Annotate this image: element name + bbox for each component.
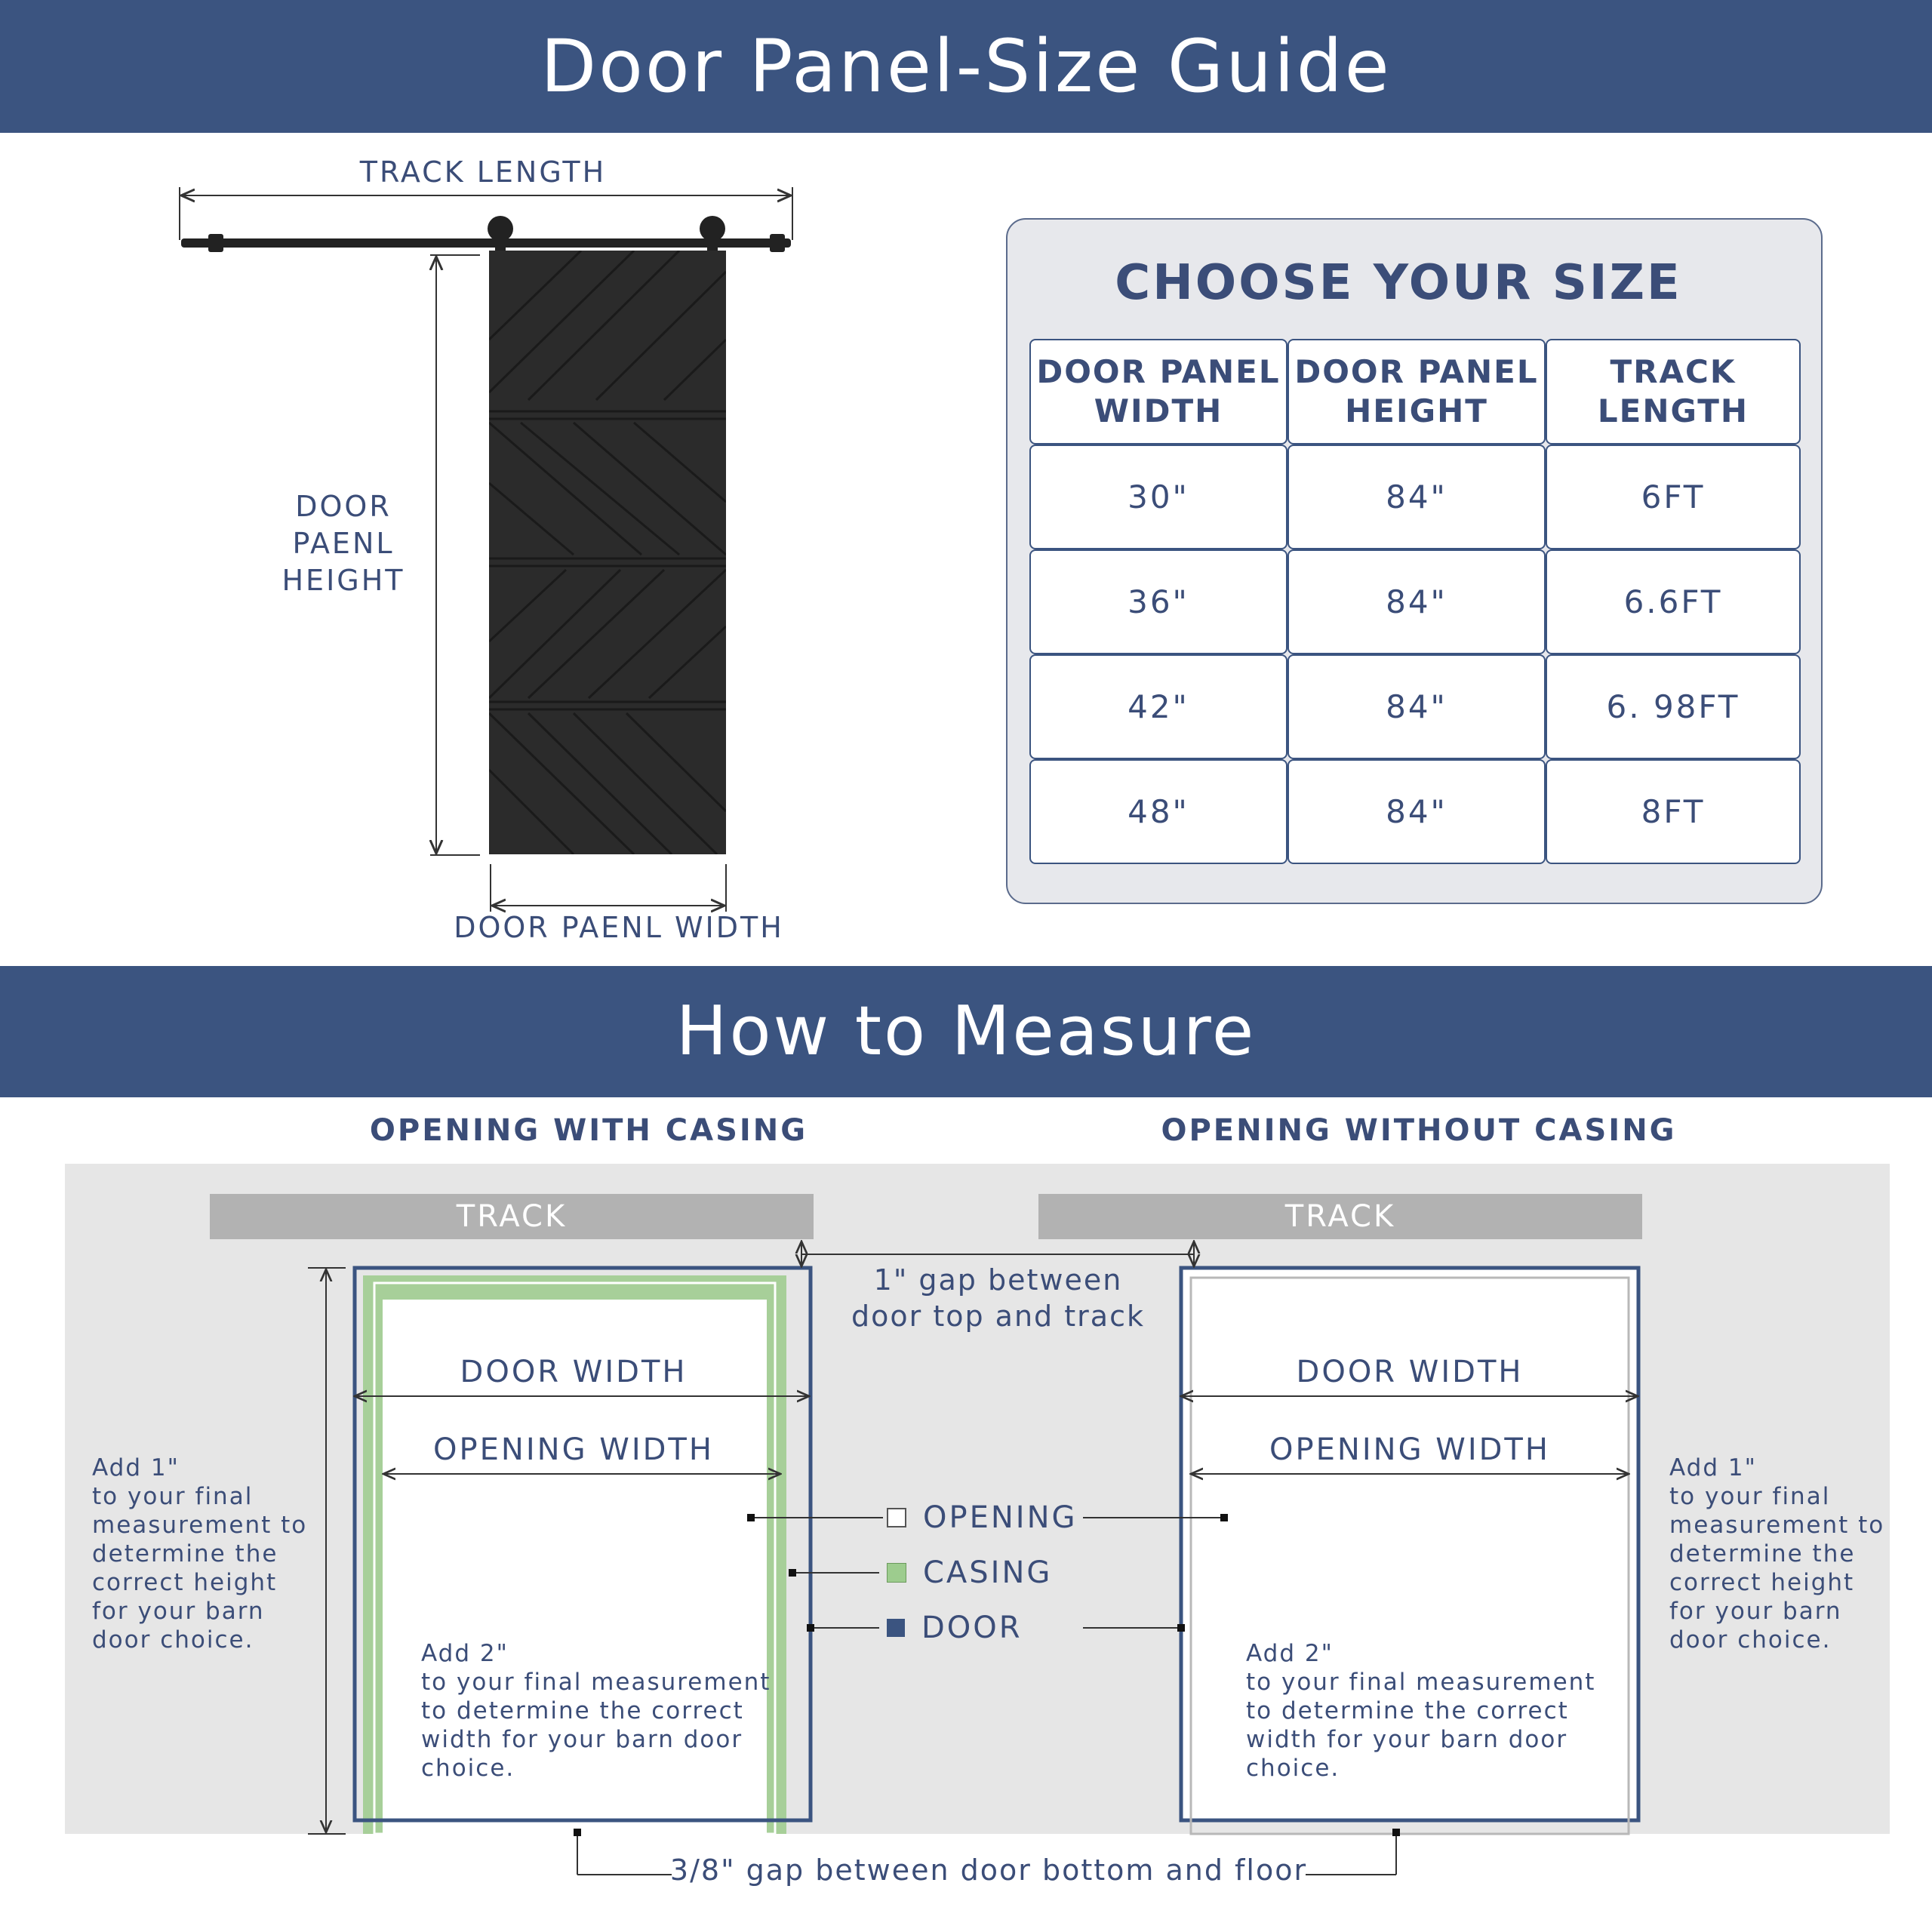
table-cell: 6FT [1546,445,1801,549]
door-diagram [0,133,906,963]
legend-item-opening [887,1498,1078,1537]
track-bar-left: TRACK [210,1194,814,1239]
door-width-label: DOOR PAENL WIDTH [454,911,784,944]
table-cell: 8FT [1546,759,1801,864]
table-cell: 84" [1287,549,1546,654]
opening-swatch [887,1508,906,1527]
track-rail [181,238,791,248]
table-cell: 42" [1029,654,1287,759]
door-width-label-left: DOOR WIDTH [460,1355,688,1389]
casing-swatch [887,1563,906,1583]
table-cell: 48" [1029,759,1287,864]
door-panel [489,251,726,854]
table-cell: 6. 98FT [1546,654,1801,759]
table-cell: 30" [1029,445,1287,549]
table-cell: 84" [1287,445,1546,549]
door-height-label: DOOR PAENL HEIGHT [281,490,405,597]
gap-top-note: 1" gap between door top and track [851,1263,1145,1333]
height-note-right: Add 1" to your final measurement to determine the correct height for your barn door choice. [1669,1454,1885,1654]
legend [887,1498,1098,1649]
without-casing-title: OPENING WITHOUT CASING [1161,1113,1677,1148]
opening-width-label-left: OPENING WIDTH [433,1432,714,1467]
track-bar-right: TRACK [1038,1194,1642,1239]
height-note-left: Add 1" to your final measurement to determine the correct height for your barn door choice. [92,1454,308,1654]
measure-title: How to Measure [675,992,1257,1071]
table-cell: 36" [1029,549,1287,654]
size-table-title: CHOOSE YOUR SIZE [1115,255,1682,311]
door-width-label-right: DOOR WIDTH [1296,1355,1524,1389]
legend-item-casing [887,1553,1052,1592]
legend-item-door [887,1608,1023,1647]
width-note-left: Add 2" to your final measurement to determine the correct width for your barn door choice. [421,1640,771,1782]
table-cell: 84" [1287,759,1546,864]
track-length-label: TRACK LENGTH [359,155,607,189]
table-cell: 6.6FT [1546,549,1801,654]
table-header-cell: TRACK LENGTH [1546,339,1801,445]
table-header-cell: DOOR PANEL HEIGHT [1287,339,1546,445]
floor-gap-note: 3/8" gap between door bottom and floor [669,1854,1308,1887]
legend-label-door: DOOR [921,1611,1023,1645]
legend-label-casing: CASING [923,1555,1053,1590]
header-banner [0,0,1932,133]
opening-width-label-right: OPENING WIDTH [1269,1432,1550,1467]
table-header-cell: DOOR PANEL WIDTH [1029,339,1287,445]
table-cell: 84" [1287,654,1546,759]
legend-label-opening: OPENING [923,1500,1078,1535]
page-title: Door Panel-Size Guide [540,24,1392,109]
width-note-right: Add 2" to your final measurement to determine the correct width for your barn door choice. [1246,1640,1596,1782]
with-casing-title: OPENING WITH CASING [369,1113,808,1148]
door-swatch [887,1619,905,1637]
measure-banner [0,966,1932,1097]
